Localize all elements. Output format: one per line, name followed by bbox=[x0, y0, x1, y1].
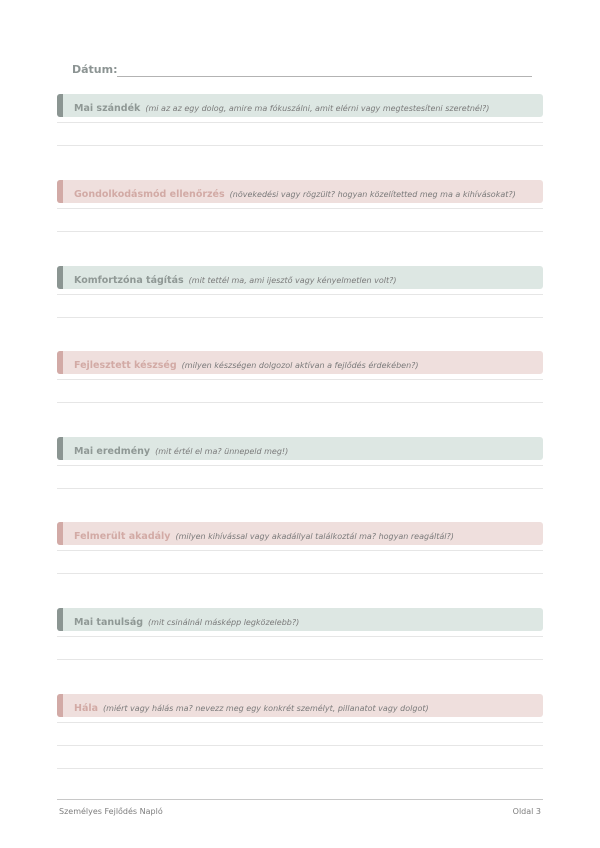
section-header bbox=[57, 94, 543, 117]
section-title: Hála bbox=[74, 703, 99, 714]
section-header bbox=[57, 266, 543, 289]
writing-line[interactable] bbox=[57, 550, 543, 551]
footer-divider bbox=[57, 799, 543, 800]
section-accent-bar bbox=[57, 94, 63, 117]
section-accent-bar bbox=[57, 180, 63, 203]
section-hint: (miért vagy hálás ma? nevezz meg egy konkrét személyt, pillanatot vagy dolgot) bbox=[103, 704, 429, 713]
writing-line[interactable] bbox=[57, 402, 543, 403]
writing-line[interactable] bbox=[57, 122, 543, 123]
section-title: Felmerült akadály bbox=[74, 531, 171, 542]
writing-line[interactable] bbox=[57, 465, 543, 466]
section-title: Mai szándék bbox=[74, 103, 141, 114]
section-gratitude bbox=[57, 694, 543, 717]
writing-line[interactable] bbox=[57, 317, 543, 318]
section-header bbox=[57, 437, 543, 460]
section-title: Komfortzóna tágítás bbox=[74, 275, 184, 286]
section-title: Fejlesztett készség bbox=[74, 360, 177, 371]
writing-line[interactable] bbox=[57, 379, 543, 380]
writing-line[interactable] bbox=[57, 573, 543, 574]
section-intention bbox=[57, 94, 543, 117]
section-lesson bbox=[57, 608, 543, 631]
section-hint: (milyen kihívással vagy akadállyal találkoztál ma? hogyan reagáltál?) bbox=[175, 532, 454, 541]
section-comfort-zone bbox=[57, 266, 543, 289]
section-hint: (növekedési vagy rögzült? hogyan közelítetted meg ma a kihívásokat?) bbox=[229, 190, 516, 199]
section-hint: (mit értél el ma? ünnepeld meg!) bbox=[155, 447, 289, 456]
section-header bbox=[57, 522, 543, 545]
writing-line[interactable] bbox=[57, 722, 543, 723]
writing-line[interactable] bbox=[57, 488, 543, 489]
section-obstacle bbox=[57, 522, 543, 545]
section-hint: (milyen készségen dolgozol aktívan a fejlődés érdekében?) bbox=[181, 361, 419, 370]
section-accent-bar bbox=[57, 351, 63, 374]
section-title: Mai eredmény bbox=[74, 446, 151, 457]
writing-line[interactable] bbox=[57, 231, 543, 232]
section-header bbox=[57, 694, 543, 717]
section-hint: (mit csinálnál másképp legközelebb?) bbox=[148, 618, 300, 627]
writing-line[interactable] bbox=[57, 636, 543, 637]
section-achievement bbox=[57, 437, 543, 460]
section-skill-developed bbox=[57, 351, 543, 374]
writing-line[interactable] bbox=[57, 145, 543, 146]
writing-line[interactable] bbox=[57, 659, 543, 660]
writing-line[interactable] bbox=[57, 208, 543, 209]
date-row bbox=[72, 62, 532, 80]
section-accent-bar bbox=[57, 266, 63, 289]
page-number: Oldal 3 bbox=[512, 807, 541, 816]
section-accent-bar bbox=[57, 437, 63, 460]
section-title: Mai tanulság bbox=[74, 617, 144, 628]
section-accent-bar bbox=[57, 608, 63, 631]
writing-line[interactable] bbox=[57, 768, 543, 769]
section-header bbox=[57, 351, 543, 374]
section-mindset-check bbox=[57, 180, 543, 203]
footer-title: Személyes Fejlődés Napló bbox=[59, 807, 163, 816]
writing-line[interactable] bbox=[57, 745, 543, 746]
section-accent-bar bbox=[57, 694, 63, 717]
writing-line[interactable] bbox=[57, 294, 543, 295]
section-header bbox=[57, 608, 543, 631]
date-input-line[interactable] bbox=[117, 76, 532, 77]
section-title: Gondolkodásmód ellenőrzés bbox=[74, 189, 225, 200]
section-accent-bar bbox=[57, 522, 63, 545]
section-hint: (mit tettél ma, ami ijesztő vagy kényelmetlen volt?) bbox=[188, 276, 397, 285]
section-header bbox=[57, 180, 543, 203]
date-label: Dátum: bbox=[72, 63, 118, 76]
section-hint: (mi az az egy dolog, amire ma fókuszálni, amit elérni vagy megtestesíteni szeretnél?) bbox=[145, 104, 490, 113]
